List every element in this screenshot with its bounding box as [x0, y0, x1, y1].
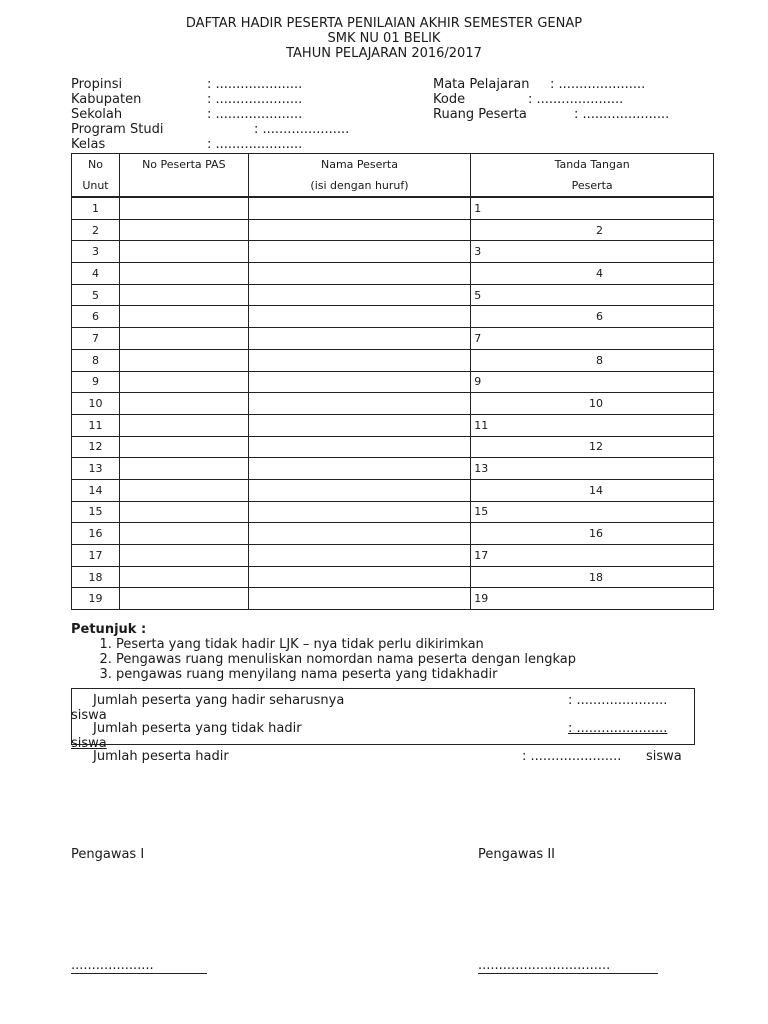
no-peserta-cell[interactable] [119, 393, 248, 415]
table-row [72, 545, 714, 567]
row-number: 9 [72, 371, 120, 393]
kabupaten-label: Kabupaten [71, 92, 142, 107]
nama-peserta-cell[interactable] [248, 219, 471, 241]
nama-peserta-cell[interactable] [248, 263, 471, 285]
signature-cell[interactable]: 1 [471, 197, 714, 219]
no-peserta-cell[interactable] [119, 436, 248, 458]
table-row [72, 306, 714, 328]
signature-cell[interactable]: 14 [471, 479, 714, 501]
table-row [72, 197, 714, 219]
nama-peserta-cell[interactable] [248, 566, 471, 588]
row-number: 11 [72, 414, 120, 436]
program-studi-label: Program Studi [71, 122, 164, 137]
row-number: 13 [72, 458, 120, 480]
present-label: Jumlah peserta hadir [93, 749, 229, 764]
no-peserta-cell[interactable] [119, 371, 248, 393]
signature-cell[interactable]: 6 [471, 306, 714, 328]
no-peserta-cell[interactable] [119, 414, 248, 436]
no-peserta-cell[interactable] [119, 349, 248, 371]
table-row [72, 566, 714, 588]
nama-peserta-cell[interactable] [248, 284, 471, 306]
signature-cell[interactable]: 4 [471, 263, 714, 285]
expected-value: : ...................... [568, 693, 668, 708]
instruction-item: 3. pengawas ruang menyilang nama peserta yang tidakhadir [116, 667, 576, 682]
nama-peserta-cell[interactable] [248, 349, 471, 371]
table-row [72, 371, 714, 393]
expected-label: Jumlah peserta yang hadir seharusnya [93, 693, 345, 708]
nama-peserta-cell[interactable] [248, 479, 471, 501]
no-peserta-cell[interactable] [119, 523, 248, 545]
row-number: 2 [72, 219, 120, 241]
nama-peserta-cell[interactable] [248, 328, 471, 350]
row-number: 1 [72, 197, 120, 219]
signature-cell[interactable]: 3 [471, 241, 714, 263]
kelas-value: : ..................... [207, 137, 303, 152]
kode-label: Kode [433, 92, 466, 107]
no-peserta-cell[interactable] [119, 588, 248, 610]
attendance-table [71, 153, 714, 610]
no-peserta-cell[interactable] [119, 284, 248, 306]
school-name: SMK NU 01 BELIK [327, 31, 441, 46]
table-row [72, 523, 714, 545]
absent-value: : ...................... [568, 721, 668, 736]
no-peserta-cell[interactable] [119, 241, 248, 263]
signature-cell[interactable]: 19 [471, 588, 714, 610]
nama-peserta-cell[interactable] [248, 393, 471, 415]
absent-label: Jumlah peserta yang tidak hadir [93, 721, 302, 736]
table-row [72, 263, 714, 285]
academic-year: TAHUN PELAJARAN 2016/2017 [286, 46, 482, 61]
signature-cell[interactable]: 2 [471, 219, 714, 241]
propinsi-value: : ..................... [207, 77, 303, 92]
no-peserta-cell[interactable] [119, 219, 248, 241]
instructions [71, 622, 576, 682]
program-studi-value: : ..................... [254, 122, 350, 137]
nama-peserta-cell[interactable] [248, 545, 471, 567]
pengawas-2-signature-line: ................................ [478, 958, 658, 974]
nama-peserta-cell[interactable] [248, 501, 471, 523]
signature-cell[interactable]: 16 [471, 523, 714, 545]
doc-title: DAFTAR HADIR PESERTA PENILAIAN AKHIR SEMESTER GENAP [185, 16, 583, 31]
row-number: 15 [72, 501, 120, 523]
signature-cell[interactable]: 12 [471, 436, 714, 458]
no-peserta-cell[interactable] [119, 566, 248, 588]
no-peserta-cell[interactable] [119, 458, 248, 480]
kelas-label: Kelas [71, 137, 106, 152]
signature-cell[interactable]: 18 [471, 566, 714, 588]
row-number: 8 [72, 349, 120, 371]
nama-peserta-cell[interactable] [248, 414, 471, 436]
header-blank [119, 175, 248, 197]
kabupaten-value: : ..................... [207, 92, 303, 107]
nama-peserta-cell[interactable] [248, 371, 471, 393]
header-isi-huruf: (isi dengan huruf) [248, 175, 471, 197]
row-number: 12 [72, 436, 120, 458]
table-row [72, 414, 714, 436]
nama-peserta-cell[interactable] [248, 241, 471, 263]
header-unut: Unut [72, 175, 120, 197]
header-no: No [72, 154, 120, 176]
row-number: 5 [72, 284, 120, 306]
absent-unit: siswa [71, 736, 107, 751]
no-peserta-cell[interactable] [119, 479, 248, 501]
pengawas-1-title: Pengawas I [71, 847, 145, 862]
header-no-peserta: No Peserta PAS [119, 154, 248, 176]
no-peserta-cell[interactable] [119, 263, 248, 285]
propinsi-label: Propinsi [71, 77, 123, 92]
table-row [72, 393, 714, 415]
row-number: 3 [72, 241, 120, 263]
signature-cell[interactable]: 17 [471, 545, 714, 567]
pengawas-1-signature-line: .................... [71, 958, 207, 974]
row-number: 17 [72, 545, 120, 567]
no-peserta-cell[interactable] [119, 501, 248, 523]
table-row [72, 436, 714, 458]
instruction-item: 2. Pengawas ruang menuliskan nomordan nama peserta dengan lengkap [116, 652, 576, 667]
table-subheader-row [72, 175, 714, 197]
row-number: 10 [72, 393, 120, 415]
row-number: 7 [72, 328, 120, 350]
table-row [72, 479, 714, 501]
mata-pelajaran-label: Mata Pelajaran [433, 77, 530, 92]
nama-peserta-cell[interactable] [248, 197, 471, 219]
table-row [72, 219, 714, 241]
ruang-peserta-value: : ..................... [574, 107, 670, 122]
instructions-title: Petunjuk : [71, 622, 147, 637]
expected-unit: siswa [71, 708, 107, 723]
table-row [72, 458, 714, 480]
no-peserta-cell[interactable] [119, 328, 248, 350]
ruang-peserta-label: Ruang Peserta [433, 107, 527, 122]
signature-cell[interactable]: 7 [471, 328, 714, 350]
kode-value: : ..................... [528, 92, 624, 107]
present-value: : ...................... [522, 749, 622, 764]
table-row [72, 349, 714, 371]
signature-cell[interactable]: 11 [471, 414, 714, 436]
mata-pelajaran-value: : ..................... [550, 77, 646, 92]
header-nama-peserta: Nama Peserta [248, 154, 471, 176]
table-row [72, 501, 714, 523]
row-number: 6 [72, 306, 120, 328]
table-header-row [72, 154, 714, 176]
signature-cell[interactable]: 5 [471, 284, 714, 306]
nama-peserta-cell[interactable] [248, 523, 471, 545]
instruction-item: 1. Peserta yang tidak hadir LJK – nya tidak perlu dikirimkan [116, 637, 576, 652]
no-peserta-cell[interactable] [119, 306, 248, 328]
row-number: 18 [72, 566, 120, 588]
header-tanda-tangan: Tanda Tangan [471, 154, 714, 176]
row-number: 4 [72, 263, 120, 285]
row-number: 19 [72, 588, 120, 610]
sekolah-value: : ..................... [207, 107, 303, 122]
table-row [72, 284, 714, 306]
signature-cell[interactable]: 15 [471, 501, 714, 523]
signature-cell[interactable]: 13 [471, 458, 714, 480]
table-row [72, 241, 714, 263]
no-peserta-cell[interactable] [119, 197, 248, 219]
row-number: 14 [72, 479, 120, 501]
no-peserta-cell[interactable] [119, 545, 248, 567]
signature-cell[interactable]: 8 [471, 349, 714, 371]
present-unit: siswa [646, 749, 682, 764]
nama-peserta-cell[interactable] [248, 588, 471, 610]
signature-cell[interactable]: 10 [471, 393, 714, 415]
nama-peserta-cell[interactable] [248, 458, 471, 480]
pengawas-2-title: Pengawas II [478, 847, 556, 862]
header-peserta: Peserta [471, 175, 714, 197]
row-number: 16 [72, 523, 120, 545]
nama-peserta-cell[interactable] [248, 306, 471, 328]
table-row [72, 328, 714, 350]
sekolah-label: Sekolah [71, 107, 123, 122]
nama-peserta-cell[interactable] [248, 436, 471, 458]
signature-cell[interactable]: 9 [471, 371, 714, 393]
table-row [72, 588, 714, 610]
